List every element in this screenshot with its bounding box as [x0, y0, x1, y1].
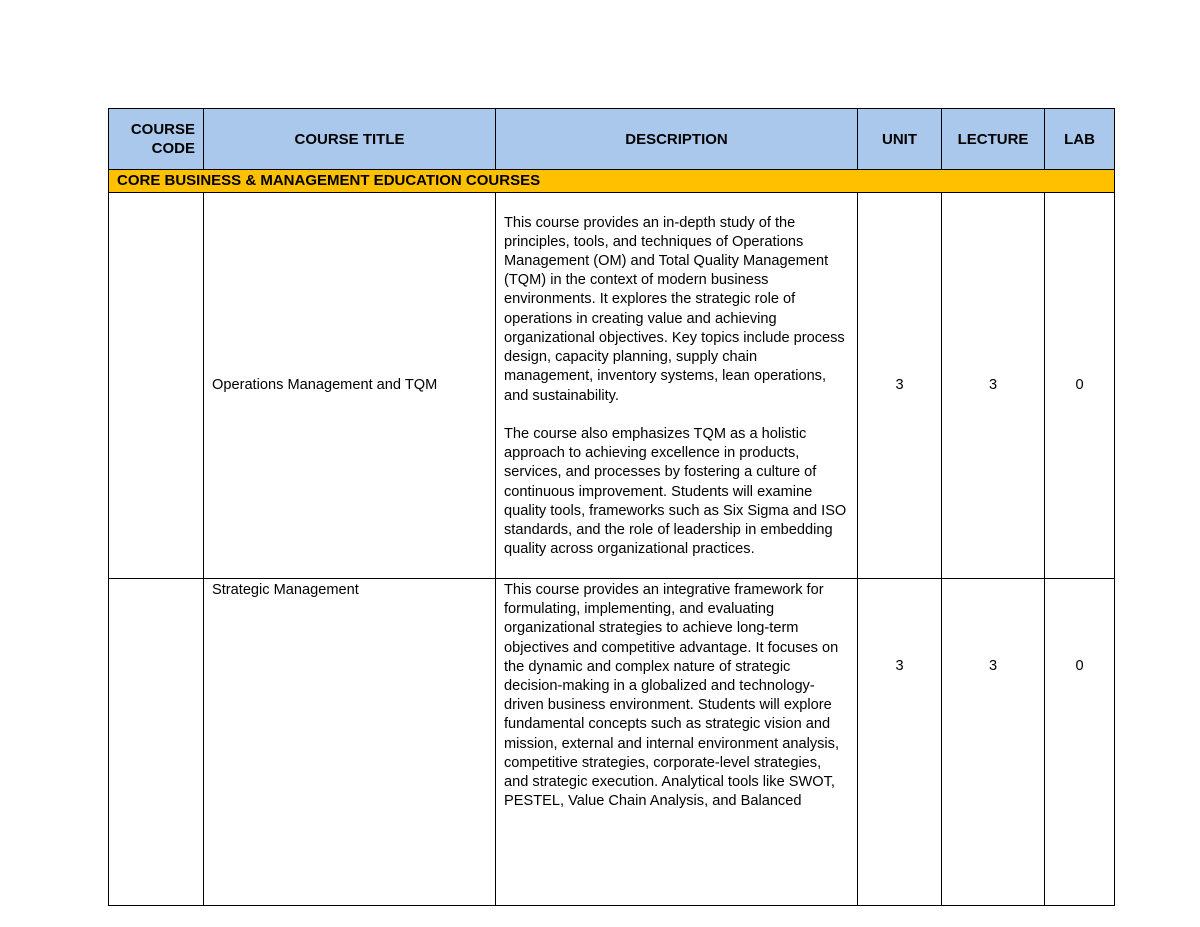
- course-title-cell: Strategic Management: [204, 579, 496, 906]
- header-description: DESCRIPTION: [496, 109, 858, 170]
- description-cell: [496, 579, 858, 906]
- description-clip: [504, 581, 849, 826]
- course-code-cell: [109, 193, 204, 579]
- description-paragraph: This course provides an integrative framework for formulating, implementing, and evaluating organizational strategies to achieve long-term objectives and competitive advantage. It focuses on the dynamic and complex nature of strategic decision-making in a globalized and technology-driven business environment. Students will explore fundamental concepts such as strategic vision and mission, external and internal environment analysis, competitive strategies, corporate-level strategies, and strategic execution. Analytical tools like SWOT, PESTEL, Value Chain Analysis, and Balanced: [504, 582, 840, 810]
- section-row: [109, 170, 1115, 193]
- description-paragraph: The course also emphasizes TQM as a holistic approach to achieving excellence in products, services, and processes by fostering a culture of continuous improvement. Students will examine quality tools, frameworks such as Six Sigma and ISO standards, and the role of leadership in embedding quality across organizational practices.: [504, 425, 847, 558]
- unit-cell: 3: [858, 579, 942, 906]
- section-title: CORE BUSINESS & MANAGEMENT EDUCATION COURSES: [109, 170, 1115, 193]
- lecture-cell: 3: [942, 193, 1045, 579]
- header-course-title: COURSE TITLE: [204, 109, 496, 170]
- header-unit: UNIT: [858, 109, 942, 170]
- description-cell: [496, 193, 858, 579]
- header-lab: LAB: [1045, 109, 1115, 170]
- unit-cell: 3: [858, 193, 942, 579]
- table-row: [109, 579, 1115, 906]
- course-code-cell: [109, 579, 204, 906]
- lab-cell: 0: [1045, 193, 1115, 579]
- course-title-cell: Operations Management and TQM: [204, 193, 496, 579]
- description-paragraph: This course provides an in-depth study of the principles, tools, and techniques of Operations Management (OM) and Total Quality Management (TQM) in the context of modern business environments. It explores the strategic role of operations in creating value and achieving organizational objectives. Key topics include process design, capacity planning, supply chain management, inventory systems, lean operations, and sustainability.: [504, 214, 845, 404]
- table-header-row: [109, 109, 1115, 170]
- table-row: [109, 193, 1115, 579]
- header-lecture: LECTURE: [942, 109, 1045, 170]
- lecture-cell: 3: [942, 579, 1045, 906]
- course-table: [108, 108, 1115, 906]
- header-course-code: COURSE CODE: [109, 109, 204, 170]
- lab-cell: 0: [1045, 579, 1115, 906]
